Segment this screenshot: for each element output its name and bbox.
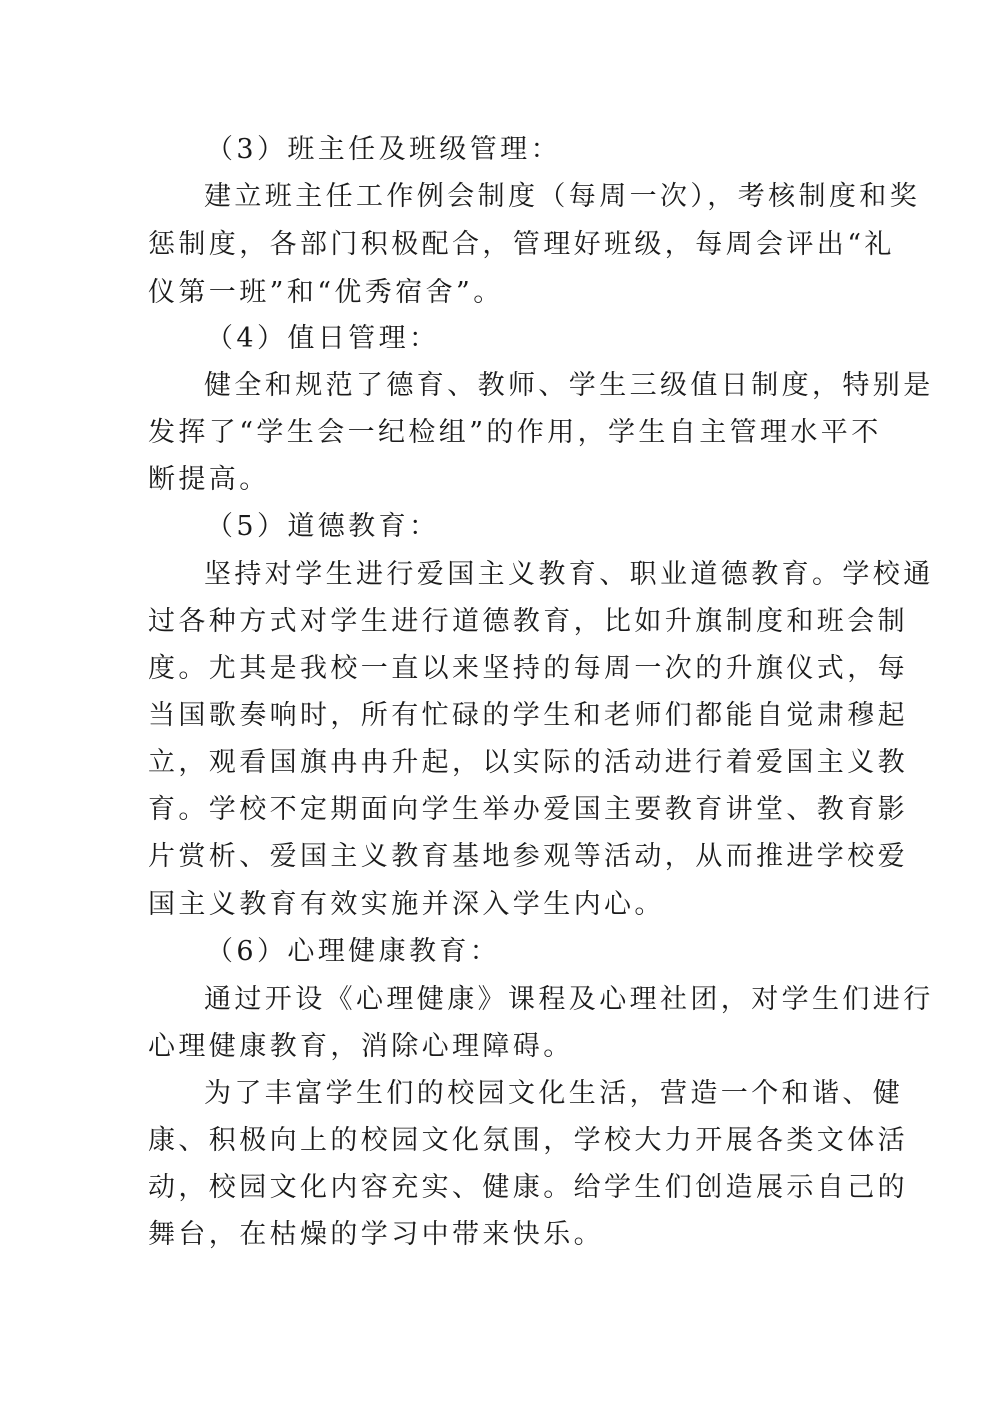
paragraph-line: 为了丰富学生们的校园文化生活，营造一个和谐、健 (204, 1078, 904, 1109)
paragraph-line: 惩制度，各部门积极配合，管理好班级，每周会评出“礼 (148, 229, 895, 260)
paragraph-line: 育。学校不定期面向学生举办爱国主要教育讲堂、教育影 (148, 794, 908, 825)
paragraph-line: 建立班主任工作例会制度（每周一次），考核制度和奖 (204, 181, 921, 212)
paragraph-line: 当国歌奏响时，所有忙碌的学生和老师们都能自觉肃穆起 (148, 700, 908, 731)
paragraph-line: 立，观看国旗冉冉升起，以实际的活动进行着爱国主义教 (148, 747, 908, 778)
section-heading-5: （5）道德教育： (206, 511, 440, 542)
paragraph-line: 康、积极向上的校园文化氛围，学校大力开展各类文体活 (148, 1125, 908, 1156)
paragraph-line: 断提高。 (148, 464, 270, 495)
paragraph-line: 发挥了“学生会一纪检组”的作用，学生自主管理水平不 (148, 417, 882, 448)
paragraph-line: 心理健康教育，消除心理障碍。 (148, 1031, 574, 1062)
paragraph-line: 坚持对学生进行爱国主义教育、职业道德教育。学校通 (204, 559, 934, 590)
paragraph-line: 过各种方式对学生进行道德教育，比如升旗制度和班会制 (148, 606, 908, 637)
section-heading-6: （6）心理健康教育： (206, 936, 501, 967)
paragraph-line: 舞台，在枯燥的学习中带来快乐。 (148, 1219, 604, 1250)
paragraph-line: 仪第一班”和“优秀宿舍”。 (148, 277, 504, 308)
paragraph-line: 片赏析、爱国主义教育基地参观等活动，从而推进学校爱 (148, 841, 908, 872)
paragraph-line: 度。尤其是我校一直以来坚持的每周一次的升旗仪式，每 (148, 653, 908, 684)
paragraph-line: 通过开设《心理健康》课程及心理社团，对学生们进行 (204, 984, 934, 1015)
paragraph-line: 健全和规范了德育、教师、学生三级值日制度，特别是 (204, 370, 934, 401)
section-heading-4: （4）值日管理： (206, 323, 440, 354)
paragraph-line: 国主义教育有效实施并深入学生内心。 (148, 889, 665, 920)
paragraph-line: 动，校园文化内容充实、健康。给学生们创造展示自己的 (148, 1172, 908, 1203)
section-heading-3: （3）班主任及班级管理： (206, 134, 561, 165)
